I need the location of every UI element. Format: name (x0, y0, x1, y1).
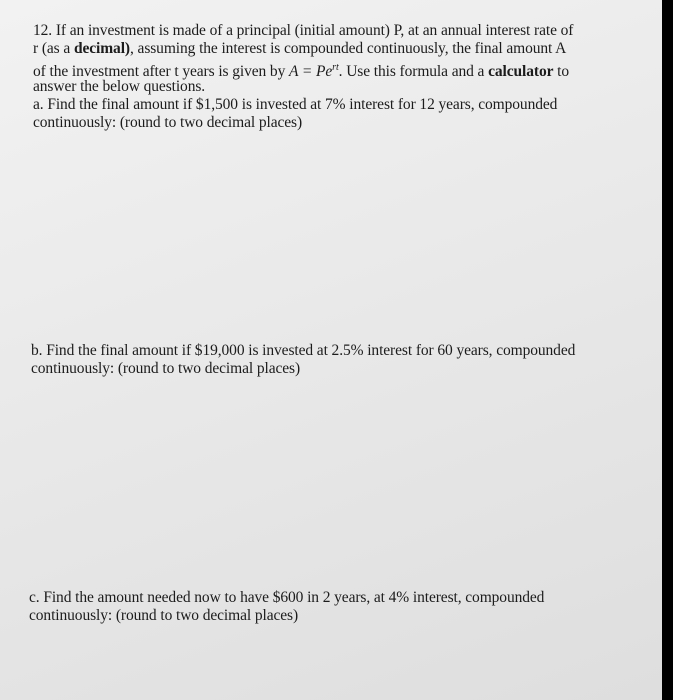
part-a-text: a. Find the final amount if $1,500 is invested at 7% interest for 12 years, compounded (33, 96, 558, 113)
question-12-line-2 (33, 40, 566, 58)
part-a-line-2 (33, 114, 302, 132)
part-b-text: b. Find the final amount if $19,000 is invested at 2.5% interest for 60 years, compounded (31, 342, 576, 359)
part-c-line-2 (29, 607, 298, 625)
part-c-text: continuously: (round to two decimal places) (29, 607, 299, 624)
part-b-text: continuously: (round to two decimal places) (31, 360, 301, 377)
part-c-text: c. Find the amount needed now to have $600 in 2 years, at 4% interest, compounded (29, 589, 545, 606)
formula-exponent: rt (332, 62, 339, 73)
compound-formula: A = Pe (289, 63, 333, 81)
question-12-text: . Use this formula and a (338, 63, 489, 81)
part-a-line-1 (33, 96, 557, 114)
question-12-text: to (553, 63, 570, 81)
question-12-text: answer the below questions. (33, 78, 206, 95)
part-c-line-1 (29, 589, 544, 607)
part-a-text: continuously: (round to two decimal places) (33, 114, 303, 131)
question-12-line-4 (33, 78, 205, 96)
question-12-line-1 (33, 22, 573, 40)
calculator-emphasis: calculator (488, 63, 554, 81)
question-12-text: , assuming the interest is compounded continuously, the final amount A (129, 40, 567, 57)
part-b-line-2 (31, 360, 300, 378)
decimal-emphasis: decimal) (73, 40, 130, 57)
question-12-text: 12. If an investment is made of a principal (initial amount) P, at an annual interest rate of (33, 22, 574, 39)
question-12-text: r (as a (33, 40, 74, 57)
question-12-text: of the investment after t years is given by (33, 63, 290, 81)
part-b-line-1 (31, 342, 575, 360)
